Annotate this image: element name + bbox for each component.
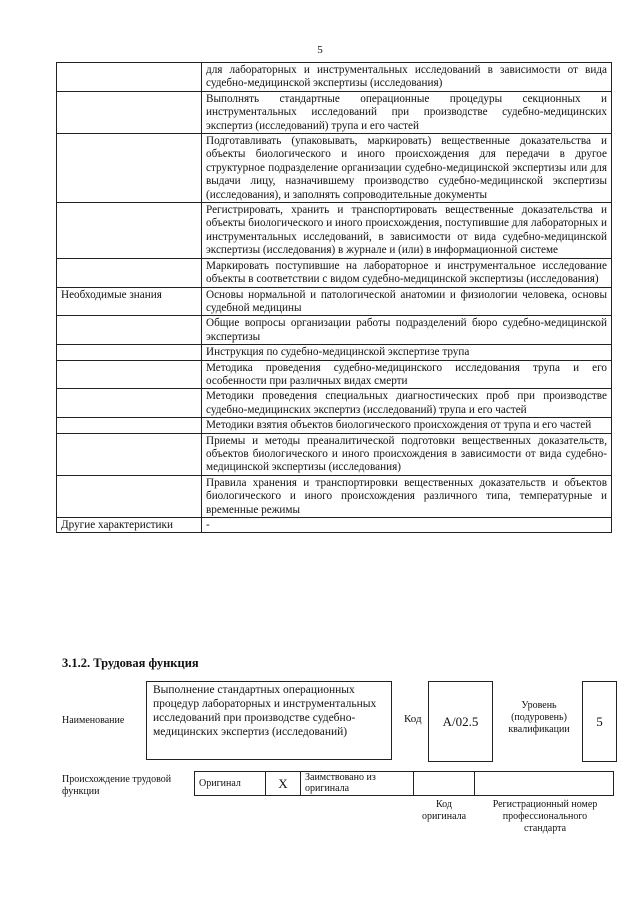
origin-code-caption: Код оригинала (421, 799, 467, 822)
row-text: Выполнять стандартные операционные процедуры секционных и инструментальных исследований при производстве судебно-медицинских экспертиз (исследований) трупа и его частей (202, 91, 612, 133)
page-number: 5 (317, 44, 323, 56)
level-label: Уровень (подуровень) квалификации (508, 700, 570, 735)
name-label: Наименование (62, 715, 125, 726)
borrowed-label: Заимствовано из оригинала (301, 772, 414, 796)
row-text: Приемы и методы преаналитической подготовки вещественных доказательств, объектов биологического и иного происхождения в зависимости от вида судебно-медицинской экспертизы (исследования) (202, 433, 612, 475)
section-title: 3.1.2. Трудовая функция (62, 656, 199, 670)
row-text: Основы нормальной и патологической анатомии и физиологии человека, основы судебной медицины (202, 287, 612, 316)
table-row (57, 418, 612, 433)
table-row (57, 63, 612, 92)
original-mark: X (266, 772, 301, 796)
row-text: Инструкция по судебно-медицинской экспертизе трупа (202, 345, 612, 360)
row-category: Необходимые знания (57, 287, 202, 316)
origin-table (194, 771, 614, 796)
row-category (57, 316, 202, 345)
table-row (57, 134, 612, 203)
level-value-box (582, 681, 617, 762)
table-row (57, 287, 612, 316)
code-value: A/02.5 (442, 713, 479, 729)
row-text: Подготавливать (упаковывать, маркировать) вещественные доказательства и объекты биологического и иного происхождения для передачи в другое структурное подразделение организации судебно-медицинской экспертизы или для выдачи лицу, назначившему производство судебно-медицинской экспертизы (исследования), и заполнять сопроводительные документы (202, 134, 612, 203)
origin-label: Происхождение трудовой функции (62, 774, 172, 797)
row-category (57, 134, 202, 203)
row-text: Методики взятия объектов биологического происхождения от трупа и его частей (202, 418, 612, 433)
code-value-box (428, 681, 493, 762)
origin-code-cell (414, 772, 475, 796)
row-category (57, 360, 202, 389)
table-row (57, 258, 612, 287)
row-category (57, 418, 202, 433)
row-category (57, 63, 202, 92)
origin-reg-cell (475, 772, 614, 796)
row-category (57, 91, 202, 133)
table-row (57, 360, 612, 389)
row-category (57, 203, 202, 259)
row-category (57, 389, 202, 418)
row-category: Другие характеристики (57, 518, 202, 533)
table-row (57, 389, 612, 418)
table-row (57, 345, 612, 360)
row-text: Регистрировать, хранить и транспортировать вещественные доказательства и объекты биологического и иного происхождения, поступившие для лабораторных и инструментальных исследований, в зависимости от вида судебно-медицинской экспертизы (исследования) в журнале и (или) в информационной системе (202, 203, 612, 259)
row-text: - (202, 518, 612, 533)
row-category (57, 475, 202, 517)
row-text: Правила хранения и транспортировки вещественных доказательств и объектов биологического и иного происхождения различного типа, температурные и временные режимы (202, 475, 612, 517)
row-category (57, 433, 202, 475)
knowledge-table (56, 62, 612, 533)
function-name-box: Выполнение стандартных операционных процедур лабораторных и инструментальных исследований при производстве судебно-медицинских экспертиз (исследований) (146, 681, 392, 760)
row-category (57, 258, 202, 287)
table-row (57, 475, 612, 517)
table-row (57, 518, 612, 533)
table-row (57, 91, 612, 133)
row-text: Методика проведения судебно-медицинского исследования трупа и его особенности при различных видах смерти (202, 360, 612, 389)
row-text: Маркировать поступившие на лабораторное и инструментальное исследование объекты в соответствии с видом судебно-медицинской экспертизы (исследования) (202, 258, 612, 287)
original-label: Оригинал (195, 772, 266, 796)
table-row (57, 316, 612, 345)
level-value: 5 (596, 713, 603, 729)
row-text: Методики проведения специальных диагностических проб при производстве судебно-медицинских экспертиз (исследований) трупа и его частей (202, 389, 612, 418)
reg-number-caption: Регистрационный номер профессионального стандарта (492, 799, 598, 834)
table-row (57, 433, 612, 475)
row-text: Общие вопросы организации работы подразделений бюро судебно-медицинской экспертизы (202, 316, 612, 345)
table-row (57, 203, 612, 259)
code-label: Код (404, 713, 422, 725)
row-text: для лабораторных и инструментальных исследований в зависимости от вида судебно-медицинской экспертизы (исследования) (202, 63, 612, 92)
row-category (57, 345, 202, 360)
